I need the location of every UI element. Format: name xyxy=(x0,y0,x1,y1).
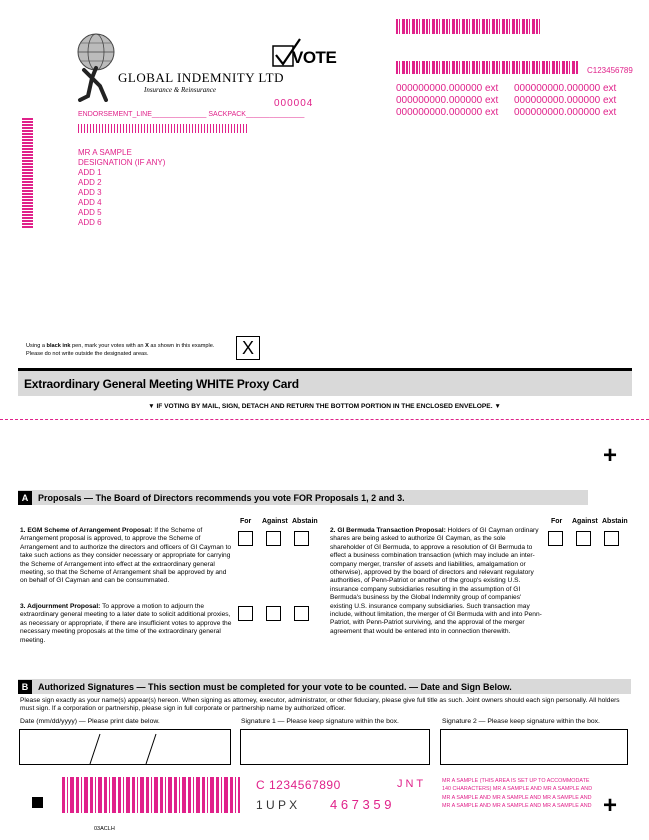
ext-value: 000000000.000000 ext xyxy=(514,95,617,106)
section-a-header xyxy=(18,490,588,505)
col-against: Against xyxy=(572,518,598,525)
proposal-2-title: 2. GI Bermuda Transaction Proposal: xyxy=(330,527,446,534)
example-x-mark: X xyxy=(241,338,254,358)
address-line: ADD 2 xyxy=(78,178,102,187)
down-arrow-icon: ▼ xyxy=(148,403,155,410)
ext-value: 000000000.000000 ext xyxy=(396,107,499,118)
endorsement-line: ENDORSEMENT_LINE______________ SACKPACK_______________ xyxy=(78,111,305,118)
section-a-letter: A xyxy=(18,491,32,505)
col-against: Against xyxy=(262,518,288,525)
date-separators xyxy=(20,730,232,766)
sample-line: MR A SAMPLE AND MR A SAMPLE AND MR A SAMPLE AND xyxy=(442,802,592,809)
footer-control: C 1234567890 xyxy=(256,778,341,792)
address-line: ADD 5 xyxy=(78,208,102,217)
corner-registration-square xyxy=(32,797,43,808)
footer-barcode xyxy=(62,777,240,813)
ext-value: 000000000.000000 ext xyxy=(514,107,617,118)
proposal-3-against-checkbox[interactable] xyxy=(266,606,281,621)
registration-plus-icon: + xyxy=(603,442,618,469)
postnet-barcode xyxy=(78,124,248,133)
company-name: GLOBAL INDEMNITY LTD xyxy=(118,70,284,85)
proposal-1-title: 1. EGM Scheme of Arrangement Proposal: xyxy=(20,527,153,534)
section-a-title: Proposals — The Board of Directors recommends you vote FOR Proposals 1, 2 and 3. xyxy=(38,492,405,503)
left-vertical-barcode xyxy=(22,118,33,228)
signature-1-label: Signature 1 — Please keep signature within the box. xyxy=(241,718,399,725)
section-b-header xyxy=(18,679,631,694)
signature-1-input[interactable] xyxy=(240,729,430,765)
ink-instructions-line1: Using a black ink pen, mark your votes with an X as shown in this example. xyxy=(26,343,215,349)
detach-note-text: IF VOTING BY MAIL, SIGN, DETACH AND RETURN THE BOTTOM PORTION IN THE ENCLOSED ENVELOPE. xyxy=(156,403,493,410)
detach-note xyxy=(0,403,649,410)
proposal-2-text: Holders of GI Cayman ordinary shares are being asked to authorize GI Cayman, as the sole shareholder of GI Bermuda, to approve a resolution of GI Bermuda to effect a business combination transaction (which may include an inter-company merger, transfer of assets and liabilities, amalgamation or otherwise), approved by the board of directors and relevant regulatory authorities, of Penn-Patriot or another of the group's existing U.S. insurance company subsidiaries resulting in the assumption of GI Bermuda's business by the Global Indemnity group of companies' existing U.S. insurance company subsidiaries. Such transaction may include, without limitation, the merger of GI Bermuda with and into Penn-Patriot, with Penn-Patriot surviving, and the approval of the merger agreement that would be entered into in connection therewith. xyxy=(330,527,542,635)
col-for: For xyxy=(240,518,252,525)
company-logo xyxy=(62,30,284,102)
ext-value: 000000000.000000 ext xyxy=(396,95,499,106)
proposal-1-against-checkbox[interactable] xyxy=(266,531,281,546)
proposal-2-against-checkbox[interactable] xyxy=(576,531,591,546)
footer-sample-text xyxy=(442,777,592,810)
address-line: ADD 4 xyxy=(78,198,102,207)
footer-number: 4 6 7 3 5 9 xyxy=(330,797,392,812)
col-abstain: Abstain xyxy=(602,518,628,525)
company-tagline: Insurance & Reinsurance xyxy=(144,86,216,94)
address-line: ADD 1 xyxy=(78,168,102,177)
date-label: Date (mm/dd/yyyy) — Please print date below. xyxy=(20,718,160,725)
sample-line: MR A SAMPLE (THIS AREA IS SET UP TO ACCOMMODATE xyxy=(442,778,590,784)
signature-instructions: Please sign exactly as your name(s) appear(s) hereon. When signing as attorney, executor, administrator, or other fiduciary, please give full title as such. Joint owners should each sign personally. All holders must sign. If a corporation or partnership, please sign in full corporate or partnership name by authorized officer. xyxy=(20,697,620,713)
proposal-1-abstain-checkbox[interactable] xyxy=(294,531,309,546)
ink-instructions-line2: Please do not write outside the designated areas. xyxy=(26,351,149,357)
proposal-2-for-checkbox[interactable] xyxy=(548,531,563,546)
ink-instructions xyxy=(26,342,214,358)
section-b-title: Authorized Signatures — This section must be completed for your vote to be counted. — Date and Sign Below. xyxy=(38,681,512,692)
proposal-3-title: 3. Adjournment Proposal: xyxy=(20,603,101,610)
proposal-1-for-checkbox[interactable] xyxy=(238,531,253,546)
signature-2-input[interactable] xyxy=(440,729,628,765)
proposal-3-text: To approve a motion to adjourn the extraordinary general meeting to a later date to solicit additional proxies, as necessary or appropriate, if there are insufficient votes to approve the necessary meeting proposals at the time of the extraordinary general meeting. xyxy=(20,603,232,644)
top-barcode-1 xyxy=(396,19,542,34)
proposal-2 xyxy=(330,527,542,636)
col-for: For xyxy=(551,518,563,525)
address-line: ADD 3 xyxy=(78,188,102,197)
address-line: DESIGNATION (IF ANY) xyxy=(78,158,166,167)
card-title-band xyxy=(18,368,632,396)
sequence-number: 000004 xyxy=(274,98,314,109)
ext-row xyxy=(396,95,626,107)
proposal-2-abstain-checkbox[interactable] xyxy=(604,531,619,546)
form-code: 03ACLH xyxy=(94,826,115,832)
vote-logo xyxy=(272,42,337,72)
detach-cut-line xyxy=(0,419,649,420)
down-arrow-icon: ▼ xyxy=(494,403,501,410)
sample-line: 140 CHARACTERS) MR A SAMPLE AND MR A SAMPLE AND xyxy=(442,786,593,793)
proposal-3 xyxy=(20,603,234,645)
proposal-3-abstain-checkbox[interactable] xyxy=(294,606,309,621)
ext-row xyxy=(396,107,626,119)
top-barcode-2 xyxy=(396,61,578,74)
section-b-letter: B xyxy=(18,680,32,694)
proposal-1-text: If the Scheme of Arrangement proposal is approved, to approve the Scheme of Arrangement and to authorize the directors and officers of GI Cayman to take such actions as they consider necessary or appropriate for carrying the Scheme of Arrangement into effect at the extraordinary general meeting, so that the Scheme of Arrangement shall be approved by and on behalf of GI Cayman and can be consummated. xyxy=(20,527,231,585)
footer-upx: 1 U P X xyxy=(256,798,298,812)
ext-value: 000000000.000000 ext xyxy=(514,83,617,94)
address-block xyxy=(78,148,165,228)
registration-plus-icon: + xyxy=(603,792,618,819)
control-code: C123456789 xyxy=(587,66,633,75)
ext-row xyxy=(396,83,626,95)
example-mark-box xyxy=(236,336,260,360)
address-line: ADD 6 xyxy=(78,218,102,227)
vote-logo-text: VOTE xyxy=(292,48,337,67)
ext-lines xyxy=(396,83,626,119)
footer-jnt: J N T xyxy=(397,778,424,790)
date-input[interactable] xyxy=(19,729,231,765)
signature-2-label: Signature 2 — Please keep signature within the box. xyxy=(442,718,600,725)
proposal-3-for-checkbox[interactable] xyxy=(238,606,253,621)
proposal-1 xyxy=(20,527,234,586)
card-title: Extraordinary General Meeting WHITE Proxy Card xyxy=(24,376,299,391)
col-abstain: Abstain xyxy=(292,518,318,525)
sample-line: MR A SAMPLE AND MR A SAMPLE AND MR A SAMPLE AND xyxy=(442,794,592,801)
globe-atlas-icon xyxy=(62,30,122,102)
address-line: MR A SAMPLE xyxy=(78,148,132,157)
ext-value: 000000000.000000 ext xyxy=(396,83,499,94)
